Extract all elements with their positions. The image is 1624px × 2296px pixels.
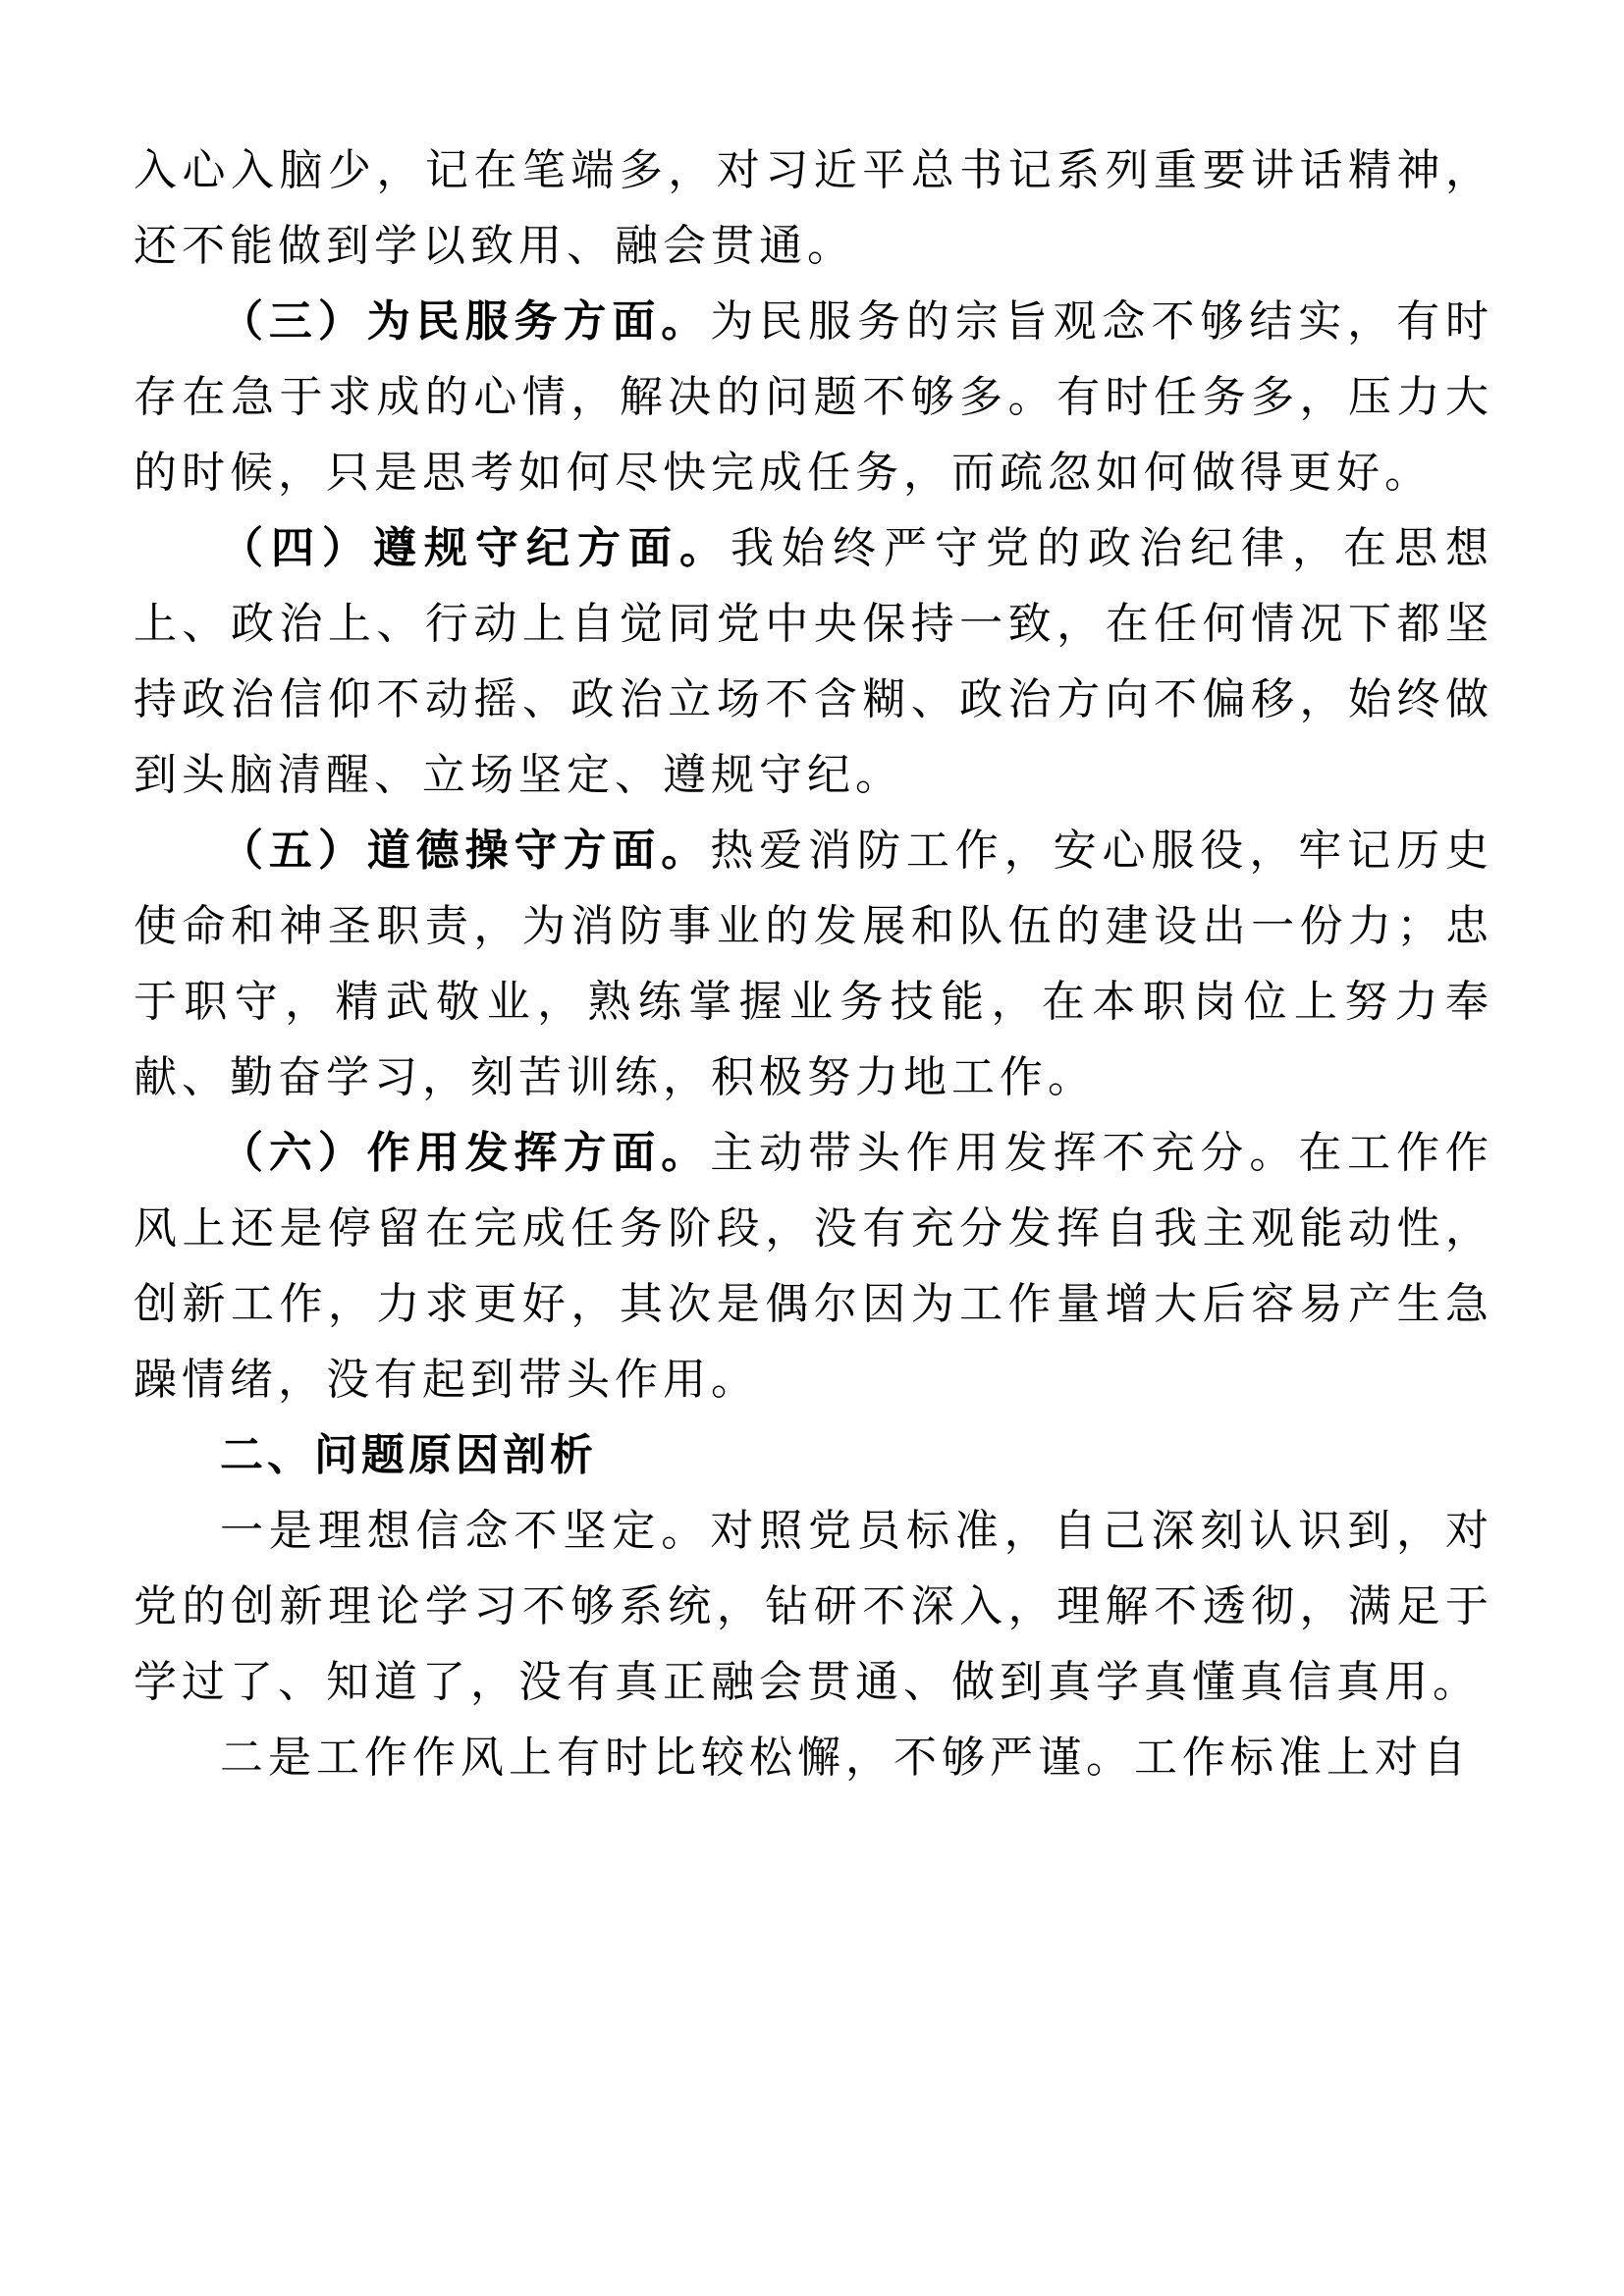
paragraph-item-4 — [134, 510, 1493, 813]
paragraph-text: 一是理想信念不坚定。对照党员标准，自己深刻认识到，对党的创新理论学习不够系统，钻研不深入，理解不透彻，满足于学过了、知道了，没有真正融会贯通、做到真学真懂真信真用。 — [134, 1507, 1493, 1706]
paragraph-text: 我始终严守党的政治纪律，在思想上、政治上、行动上自觉同党中央保持一致，在任何情况下都坚持政治信仰不动摇、政治立场不含糊、政治方向不偏移，始终做到头脑清醒、立场坚定、遵规守纪。 — [134, 524, 1493, 799]
paragraph-text: 二是工作作风上有时比较松懈，不够严谨。工作标准上对自 — [220, 1734, 1471, 1782]
paragraph-lead: （三）为民服务方面。 — [220, 297, 711, 346]
paragraph-continuation — [134, 133, 1493, 284]
paragraph-item-5 — [134, 813, 1493, 1115]
paragraph-cause-2 — [134, 1720, 1493, 1795]
paragraph-text: 为民服务的宗旨观念不够结实，有时存在急于求成的心情，解决的问题不够多。有时任务多，压力大的时候，只是思考如何尽快完成任务，而疏忽如何做得更好。 — [134, 297, 1494, 497]
section-heading: 二、问题原因剖析 — [220, 1431, 597, 1479]
paragraph-text: 热爱消防工作，安心服役，牢记历史使命和神圣职责，为消防事业的发展和队伍的建设出一份力；忠于职守，精武敬业，熟练掌握业务技能，在本职岗位上努力奉献、勤奋学习，刻苦训练，积极努力地工作。 — [134, 827, 1494, 1101]
paragraph-lead: （四）遵规守纪方面。 — [220, 524, 731, 572]
paragraph-lead: （五）道德操守方面。 — [220, 827, 711, 875]
paragraph-text: 主动带头作用发挥不充分。在工作作风上还是停留在完成任务阶段，没有充分发挥自我主观能动性，创新工作，力求更好，其次是偶尔因为工作量增大后容易产生急躁情绪，没有起到带头作用。 — [134, 1129, 1494, 1404]
paragraph-item-6 — [134, 1115, 1493, 1417]
paragraph-item-3 — [134, 284, 1493, 510]
paragraph-text: 入心入脑少，记在笔端多，对习近平总书记系列重要讲话精神，还不能做到学以致用、融会贯通。 — [134, 146, 1493, 270]
paragraph-cause-1 — [134, 1493, 1493, 1720]
paragraph-lead: （六）作用发挥方面。 — [220, 1129, 711, 1177]
